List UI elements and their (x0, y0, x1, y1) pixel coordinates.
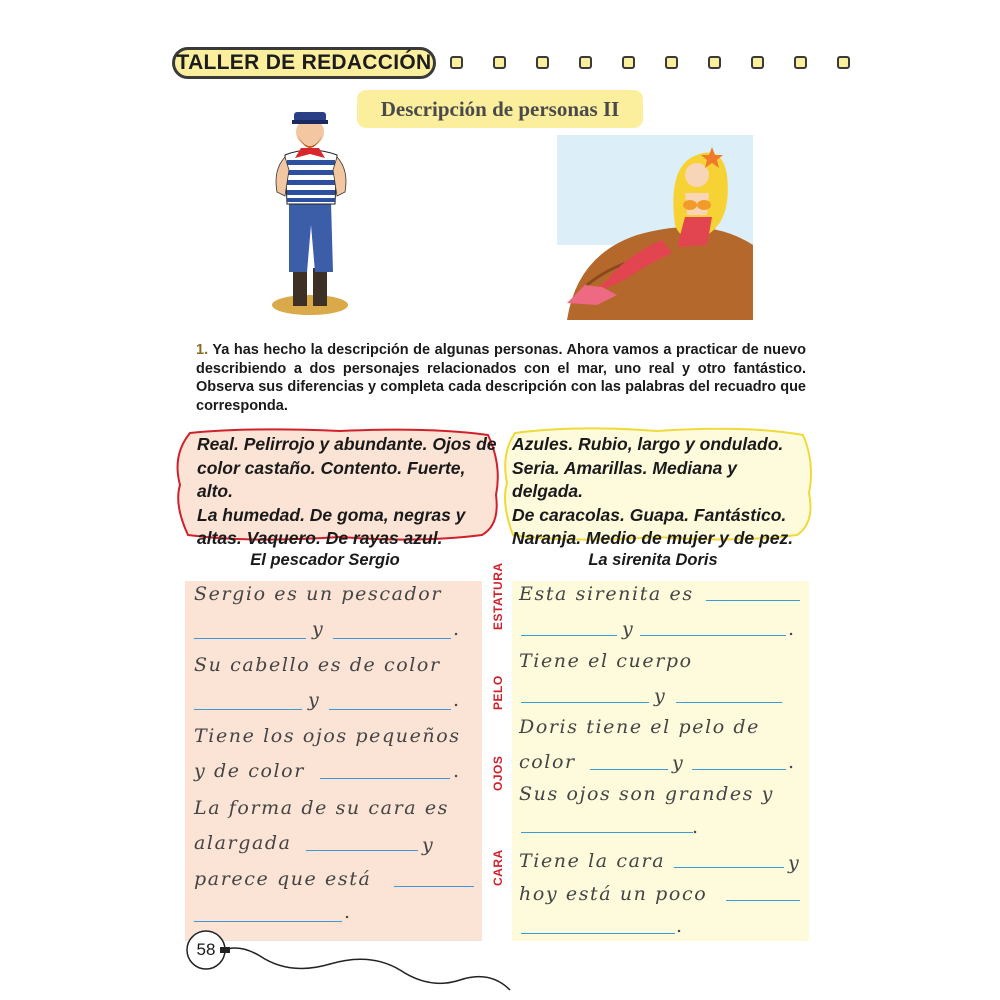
word-box-line: altas. Vaquero. De rayas azul. (197, 528, 443, 548)
right-column-title: La sirenita Doris (588, 551, 718, 569)
left-line-8: alargada (194, 832, 292, 854)
decor-square (708, 56, 721, 69)
connector-y: y (788, 852, 801, 874)
left-column-title: El pescador Sergio (250, 551, 400, 569)
blank-left-eyes[interactable] (320, 778, 450, 779)
period: . (453, 618, 460, 640)
left-line-7: La forma de su cara es (194, 797, 450, 819)
word-box-line: La humedad. De goma, negras y (197, 504, 466, 525)
left-line-5: Tiene los ojos pequeños (194, 725, 461, 747)
decor-square (536, 56, 549, 69)
blank-left-face-2[interactable] (394, 886, 474, 887)
label-cara: CARA (491, 849, 505, 886)
period: . (453, 689, 460, 711)
right-line-6: color (519, 751, 576, 773)
word-box-line: Seria. Amarillas. Mediana y delgada. (512, 457, 738, 501)
decor-square (665, 56, 678, 69)
blank-right-face-2[interactable] (726, 900, 800, 901)
period: . (692, 816, 699, 838)
right-line-1: Esta sirenita es (519, 583, 694, 605)
decor-square (622, 56, 635, 69)
exercise-instructions (196, 341, 806, 415)
blank-right-eyes[interactable] (521, 832, 693, 833)
right-line-5: Doris tiene el pelo de (519, 716, 761, 738)
period: . (344, 901, 351, 923)
blank-right-hair-1[interactable] (590, 769, 668, 770)
decor-square (751, 56, 764, 69)
blank-right-body-1[interactable] (521, 702, 649, 703)
period: . (788, 618, 795, 640)
blank-left-hair-1[interactable] (194, 709, 302, 710)
exercise-number: 1. (196, 342, 209, 358)
blank-right-height-2[interactable] (521, 635, 617, 636)
period: . (788, 751, 795, 773)
connector-y: y (312, 618, 325, 640)
word-box-line: De caracolas. Guapa. Fantástico. (512, 504, 787, 525)
decor-square (493, 56, 506, 69)
connector-y: y (422, 834, 435, 856)
blank-left-face-1[interactable] (306, 850, 418, 851)
right-line-9: Tiene la cara (519, 850, 666, 872)
left-line-9: parece que está (194, 868, 372, 890)
blank-left-face-3[interactable] (194, 921, 342, 922)
word-box-line: Real. Pelirrojo y abundante. Ojos de (197, 434, 497, 454)
blank-left-height-1[interactable] (194, 638, 306, 639)
section-title: TALLER DE REDACCIÓN (172, 47, 436, 79)
period: . (453, 760, 460, 782)
left-line-6: y de color (194, 760, 305, 782)
page-number: 58 (196, 940, 216, 959)
label-ojos: OJOS (491, 755, 505, 791)
label-estatura: ESTATURA (491, 562, 505, 630)
right-line-10: hoy está un poco (519, 883, 708, 905)
word-box-line: Azules. Rubio, largo y ondulado. (512, 434, 784, 454)
lesson-subtitle: Descripción de personas II (357, 90, 643, 128)
fisherman-illustration (255, 100, 365, 320)
word-box-line: color castaño. Contento. Fuerte, alto. (197, 457, 466, 501)
label-pelo: PELO (491, 675, 505, 710)
mermaid-illustration (557, 135, 753, 320)
blank-right-body-2[interactable] (676, 702, 782, 703)
decor-square (794, 56, 807, 69)
right-line-3: Tiene el cuerpo (519, 650, 693, 672)
blank-left-hair-2[interactable] (329, 709, 451, 710)
blank-right-face-1[interactable] (674, 867, 784, 868)
left-line-3: Su cabello es de color (194, 654, 441, 676)
page-number-decoration (180, 930, 560, 1000)
word-box-line: Naranja. Medio de mujer y de pez. (512, 528, 794, 548)
decor-square (579, 56, 592, 69)
blank-right-height-3[interactable] (640, 635, 786, 636)
right-word-box (512, 433, 812, 551)
period: . (676, 915, 683, 937)
blank-right-hair-2[interactable] (692, 769, 786, 770)
connector-y: y (308, 689, 321, 711)
left-line-1: Sergio es un pescador (194, 583, 443, 605)
right-line-7: Sus ojos son grandes y (519, 783, 775, 805)
blank-left-height-2[interactable] (333, 638, 451, 639)
left-word-box (197, 433, 497, 551)
connector-y: y (672, 752, 685, 774)
blank-right-height-1[interactable] (706, 600, 800, 601)
connector-y: y (654, 685, 667, 707)
decor-square (837, 56, 850, 69)
exercise-text: Ya has hecho la descripción de algunas personas. Ahora vamos a practicar de nuevo describiendo a dos personajes relacionados con el mar, uno real y otro fantástico. Observa sus diferencias y completa cada descripción con las palabras del recuadro que corresponda. (196, 342, 806, 414)
decor-square (450, 56, 463, 69)
connector-y: y (622, 618, 635, 640)
